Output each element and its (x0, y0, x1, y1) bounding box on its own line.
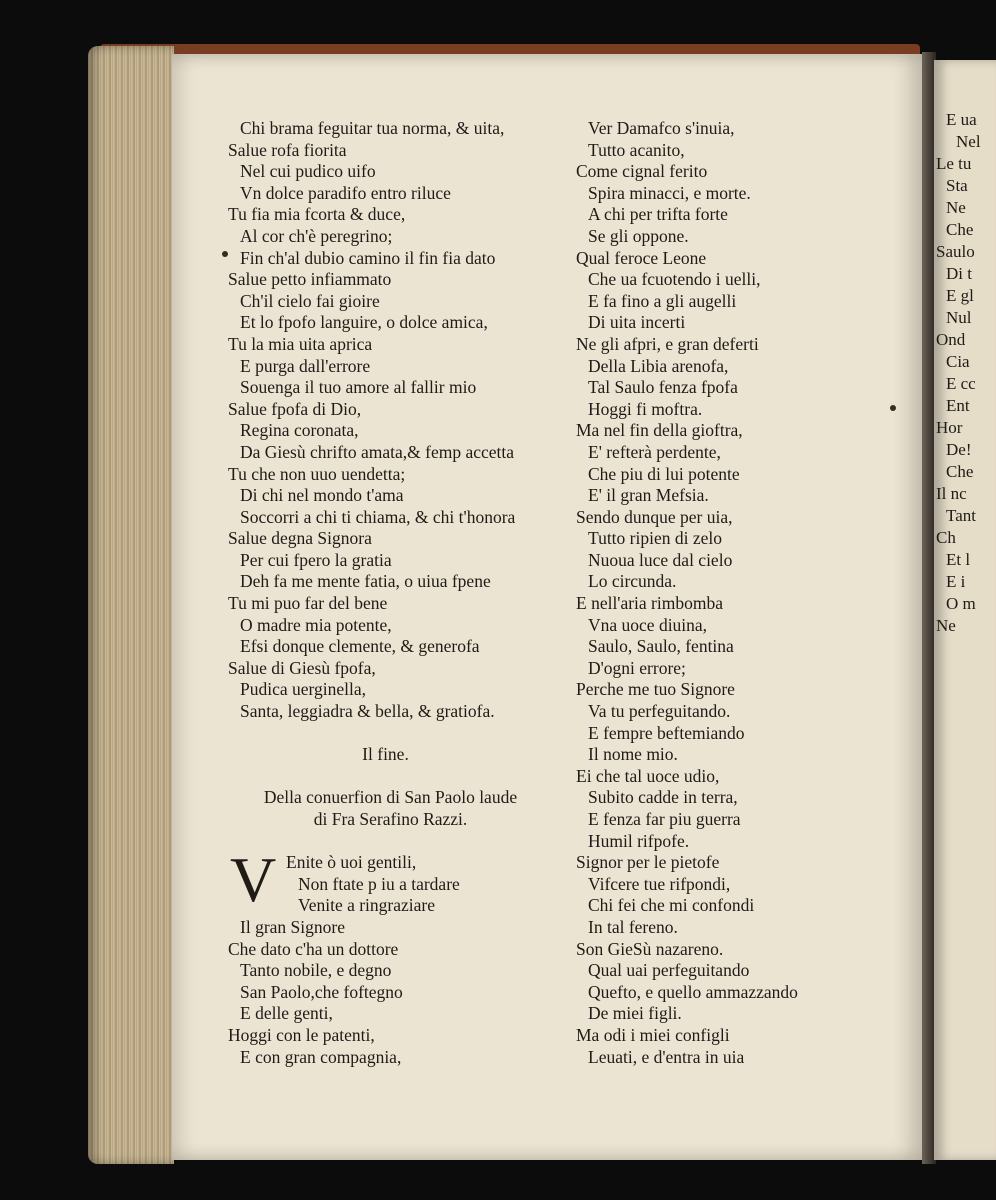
verse-line: Perche me tuo Signore (576, 679, 735, 700)
facing-page-fragment: Ent (946, 396, 970, 415)
verse-line: E' il gran Mefsia. (588, 485, 709, 506)
verse-line: E fempre beftemiando (588, 722, 745, 743)
verse-line: Che dato c'ha un dottore (228, 938, 399, 959)
verse-line: Di uita incerti (588, 312, 686, 333)
facing-page-fragment: E gl (946, 286, 974, 305)
facing-page-fragment: Ne (946, 198, 966, 217)
facing-page-fragment: Ne (936, 616, 956, 635)
verse-line: Ch'il cielo fai gioire (240, 290, 380, 311)
verse-line: Tutto ripien di zelo (588, 528, 723, 549)
verse-line: Della Libia arenofa, (588, 355, 729, 376)
verse-line: Salue fpofa di Dio, (228, 398, 362, 419)
verse-line: Qual uai perfeguitando (588, 960, 750, 981)
verse-line: Et lo fpofo languire, o dolce amica, (240, 312, 488, 333)
verse-line: Souenga il tuo amore al fallir mio (240, 377, 477, 398)
verse-line: Il gran Signore (240, 916, 345, 937)
verse-line: Son GieSù nazareno. (576, 938, 724, 959)
facing-page-fragment: E ua (946, 110, 977, 129)
verse-line: Efsi donque clemente, & generofa (240, 636, 480, 657)
verse-line: Al cor ch'è peregrino; (240, 225, 393, 246)
verse-line: Lo circunda. (588, 571, 677, 592)
verse-line: Signor per le pietofe (576, 852, 720, 873)
facing-page-fragment: Hor (936, 418, 963, 437)
verse-line: Come cignal ferito (576, 161, 708, 182)
verse-line: Ma odi i miei configli (576, 1024, 730, 1045)
verse-line: Da Giesù chrifto amata,& femp accetta (240, 441, 515, 462)
dropcap-block (228, 844, 583, 917)
facing-page-fragment: Nul (946, 308, 972, 327)
verse-line: In tal fereno. (588, 916, 678, 937)
verse-line: Tanto nobile, e degno (240, 960, 392, 981)
verse-line: Quefto, e quello ammazzando (588, 981, 798, 1002)
verse-line: Salue rofa fiorita (228, 139, 347, 160)
verse-line: Pudica uerginella, (240, 679, 367, 700)
facing-page-fragment: Sta (946, 176, 968, 195)
verse-line: Chi brama feguitar tua norma, & uita, (240, 118, 505, 138)
verse-line: Che ua fcuotendo i uelli, (588, 269, 761, 290)
facing-page-fragment: E i (946, 572, 966, 591)
verse-line: Vifcere tue rifpondi, (588, 873, 731, 894)
verse-line: O madre mia potente, (240, 614, 392, 635)
verse-line: Tutto acanito, (588, 139, 685, 160)
verse-line: Hoggi con le patenti, (228, 1024, 375, 1045)
facing-page-fragment: Che (946, 462, 974, 481)
verse-line: Ei che tal uoce udio, (576, 765, 720, 786)
verse-line: Santa, leggiadra & bella, & gratiofa. (240, 701, 495, 722)
facing-page-fragment: Che (946, 220, 974, 239)
verse-line: Regina coronata, (240, 420, 359, 441)
verse-line: Soccorri a chi ti chiama, & chi t'honora (240, 506, 516, 527)
verse-line: A chi per trifta forte (588, 204, 728, 225)
verse-line: E fenza far piu guerra (588, 809, 741, 829)
ink-speck (222, 251, 228, 257)
verse-line: Vna uoce diuina, (588, 614, 708, 635)
verse-line: Tu che non uuo uendetta; (228, 463, 406, 484)
verse-line: E nell'aria rimbomba (576, 593, 723, 614)
verse-line: Ver Damafco s'inuia, (588, 118, 735, 138)
facing-page-fragment: Saulo (936, 242, 975, 261)
verse-line: Va tu perfeguitando. (588, 701, 731, 722)
facing-page-fragment: Ond (936, 330, 966, 349)
verse-line: E con gran compagnia, (240, 1046, 402, 1067)
verse-line: Di chi nel mondo t'ama (240, 485, 404, 506)
verse-line: Salue degna Signora (228, 528, 372, 549)
facing-page-fragment: Cia (946, 352, 970, 371)
verse-line: San Paolo,che foftegno (240, 981, 403, 1002)
verse-line: Vn dolce paradifo entro riluce (240, 182, 451, 203)
verse-line: Tu mi puo far del bene (228, 593, 388, 614)
poem-author: di Fra Serafino Razzi. (313, 809, 468, 829)
verse-line: Tu la mia uita aprica (228, 333, 373, 354)
verse-line: E fa fino a gli augelli (588, 290, 737, 311)
poem-heading: Della conuerfion di San Paolo laude (263, 787, 518, 808)
verse-line: Salue petto infiammato (228, 269, 392, 290)
verse-line: Tal Saulo fenza fpofa (588, 377, 738, 398)
verse-line: E delle genti, (240, 1003, 333, 1024)
end-marker: Il fine. (362, 744, 409, 765)
right-text-column (576, 118, 916, 1068)
verse-line: E' refterà perdente, (588, 441, 721, 462)
verse-line: Deh fa me mente fatia, o uiua fpene (240, 571, 491, 592)
verse-line: Chi fei che mi confondi (588, 895, 755, 916)
verse-line: Non ftate p iu a tardare (298, 873, 460, 894)
verse-line: Hoggi fi moftra. (588, 398, 703, 419)
verse-line: Nuoua luce dal cielo (588, 549, 733, 570)
drop-cap-letter: V (230, 844, 277, 916)
verse-line: De miei figli. (588, 1003, 682, 1024)
verse-line: Per cui fpero la gratia (240, 549, 392, 570)
facing-page-fragment: Nel (956, 132, 981, 151)
verse-line: Fin ch'al dubio camino il fin fia dato (240, 247, 496, 268)
facing-page-fragment: E cc (946, 374, 976, 393)
verse-line: Se gli oppone. (588, 225, 689, 246)
verse-line: Il nome mio. (588, 744, 678, 765)
verse-line: Ne gli afpri, e gran deferti (576, 333, 759, 354)
verse-line: Humil rifpofe. (588, 830, 690, 851)
verse-line: Ma nel fin della gioftra, (576, 420, 743, 441)
verse-line: Venite a ringraziare (298, 895, 436, 916)
ink-speck (890, 405, 896, 411)
verse-line: Leuati, e d'entra in uia (588, 1046, 745, 1067)
facing-page-fragment: Et l (946, 550, 971, 569)
verse-line: Saulo, Saulo, fentina (588, 636, 734, 657)
left-text-column (228, 118, 583, 1068)
verse-line: Salue di Giesù fpofa, (228, 657, 376, 678)
verse-line: Qual feroce Leone (576, 247, 707, 268)
verse-line: Subito cadde in terra, (588, 787, 738, 808)
facing-page-fragment: Ch (936, 528, 956, 547)
facing-page-fragment: De! (946, 440, 972, 459)
verse-line: Che piu di lui potente (588, 463, 740, 484)
facing-page-fragment: O m (946, 594, 976, 613)
verse-line: Spira minacci, e morte. (588, 182, 751, 203)
facing-page-fragment: Tant (946, 506, 976, 525)
verse-line: Sendo dunque per uia, (576, 506, 733, 527)
verse-line: Nel cui pudico uifo (240, 161, 376, 182)
facing-page-fragment: Di t (946, 264, 972, 283)
facing-page-fragment: Il nc (936, 484, 967, 503)
verse-line: Enite ò uoi gentili, (286, 852, 417, 873)
page-block-edge (88, 46, 174, 1164)
verse-line: E purga dall'errore (240, 355, 371, 376)
verse-line: D'ogni errore; (588, 657, 686, 678)
verse-line: Tu fia mia fcorta & duce, (228, 204, 406, 225)
right-page-partial (934, 60, 996, 1160)
facing-page-fragment: Le tu (936, 154, 972, 173)
